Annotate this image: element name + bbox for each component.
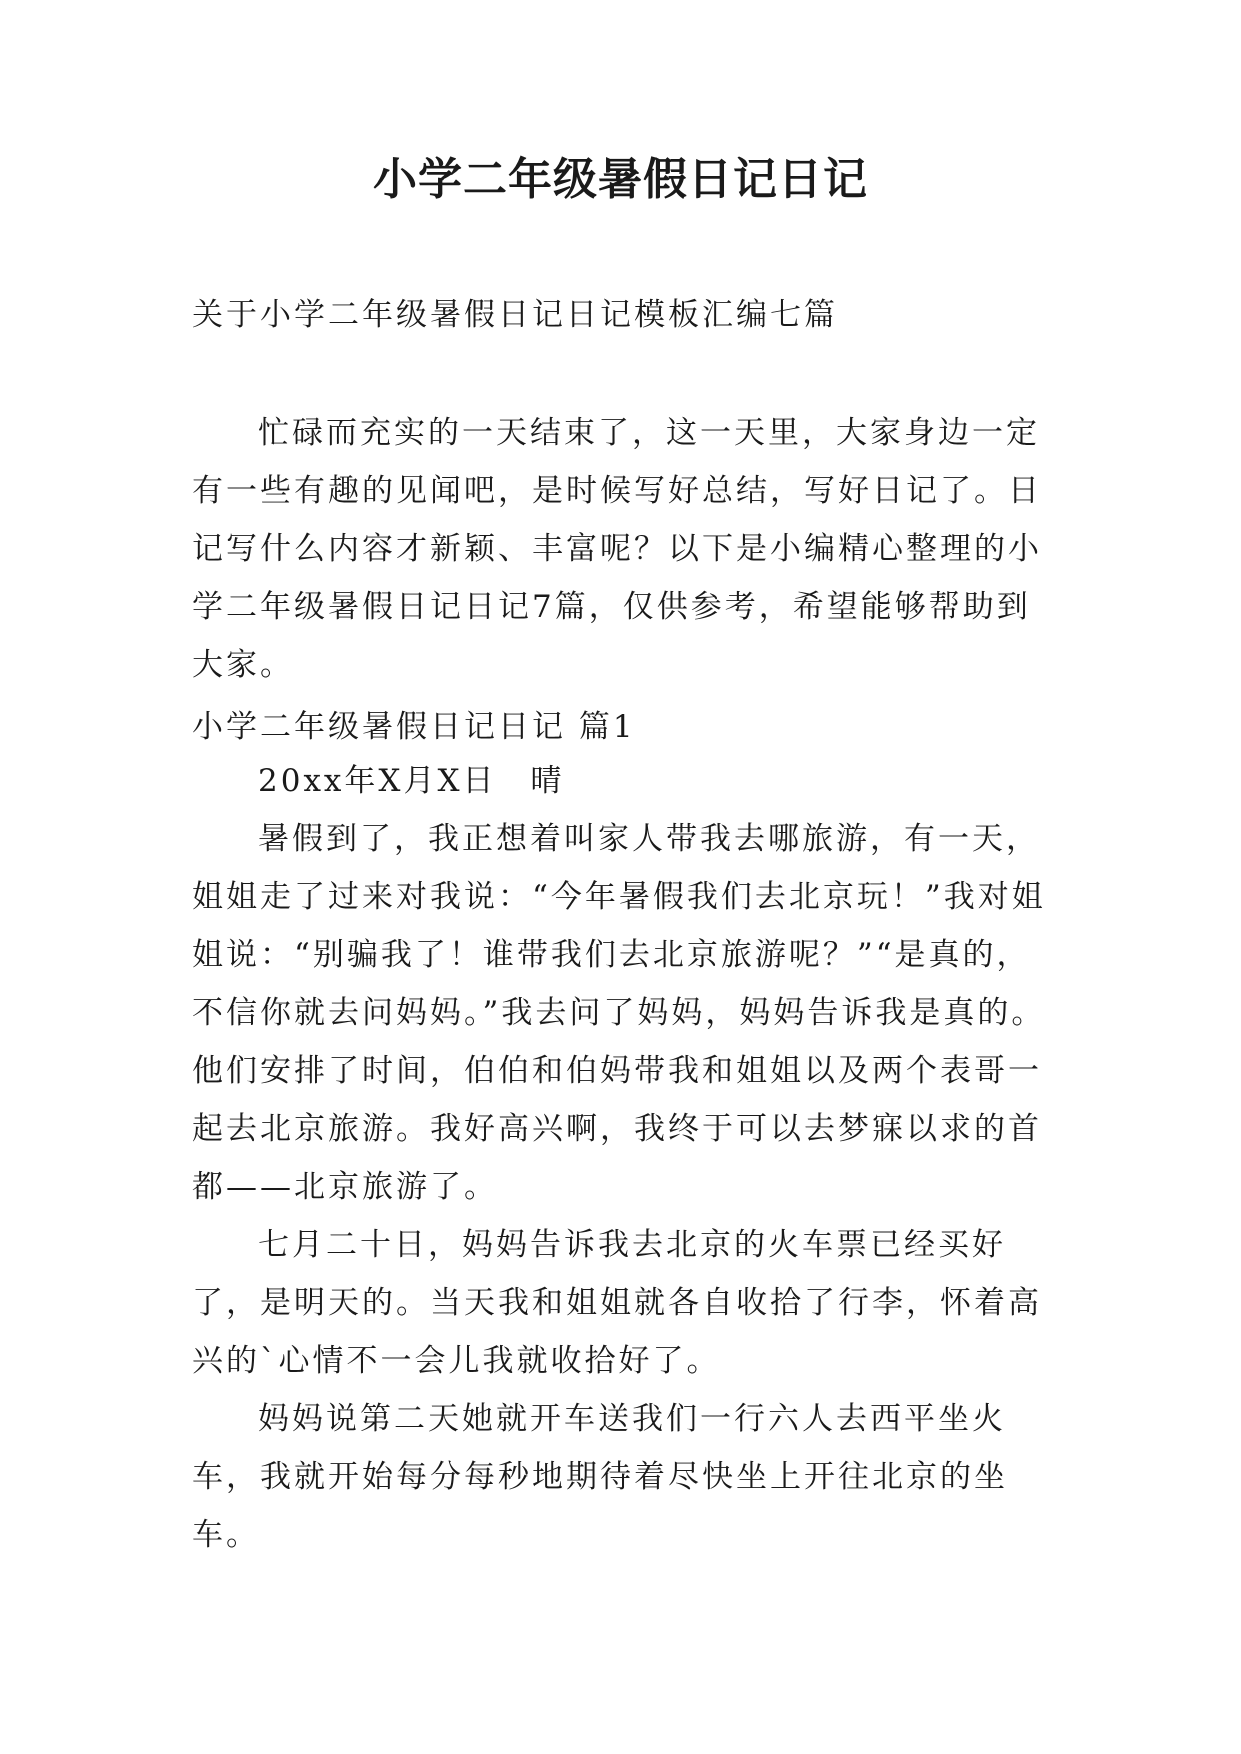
entry-paragraph: 妈妈说第二天她就开车送我们一行六人去西平坐火车，我就开始每分每秒地期待着尽快坐上开往北京的坐车。 bbox=[192, 1401, 1008, 1553]
section-heading: 小学二年级暑假日记日记 篇1 bbox=[192, 709, 636, 745]
document-title: 小学二年级暑假日记日记 bbox=[373, 154, 868, 205]
entry-date-line: 20xx年X月X日 晴 bbox=[258, 763, 565, 799]
entry-paragraph: 七月二十日，妈妈告诉我去北京的火车票已经买好了，是明天的。当天我和姐姐就各自收拾了行李，怀着高兴的`心情不一会儿我就收拾好了。 bbox=[192, 1227, 1042, 1379]
entry-paragraph: 暑假到了，我正想着叫家人带我去哪旅游，有一天，姐姐走了过来对我说：“今年暑假我们去北京玩！”我对姐姐说：“别骗我了！谁带我们去北京旅游呢？”“是真的，不信你就去问妈妈。”我去问了妈妈，妈妈告诉我是真的。他们安排了时间，伯伯和伯妈带我和姐姐以及两个表哥一起去北京旅游。我好高兴啊，我终于可以去梦寐以求的首都——北京旅游了。 bbox=[192, 821, 1046, 1205]
diary-entry bbox=[192, 752, 1062, 1564]
document-subtitle: 关于小学二年级暑假日记日记模板汇编七篇 bbox=[192, 297, 838, 333]
intro-paragraph: 忙碌而充实的一天结束了，这一天里，大家身边一定有一些有趣的见闻吧，是时候写好总结，写好日记了。日记写什么内容才新颖、丰富呢？以下是小编精心整理的小学二年级暑假日记日记7篇，仅供参考，希望能够帮助到大家。 bbox=[192, 415, 1042, 683]
